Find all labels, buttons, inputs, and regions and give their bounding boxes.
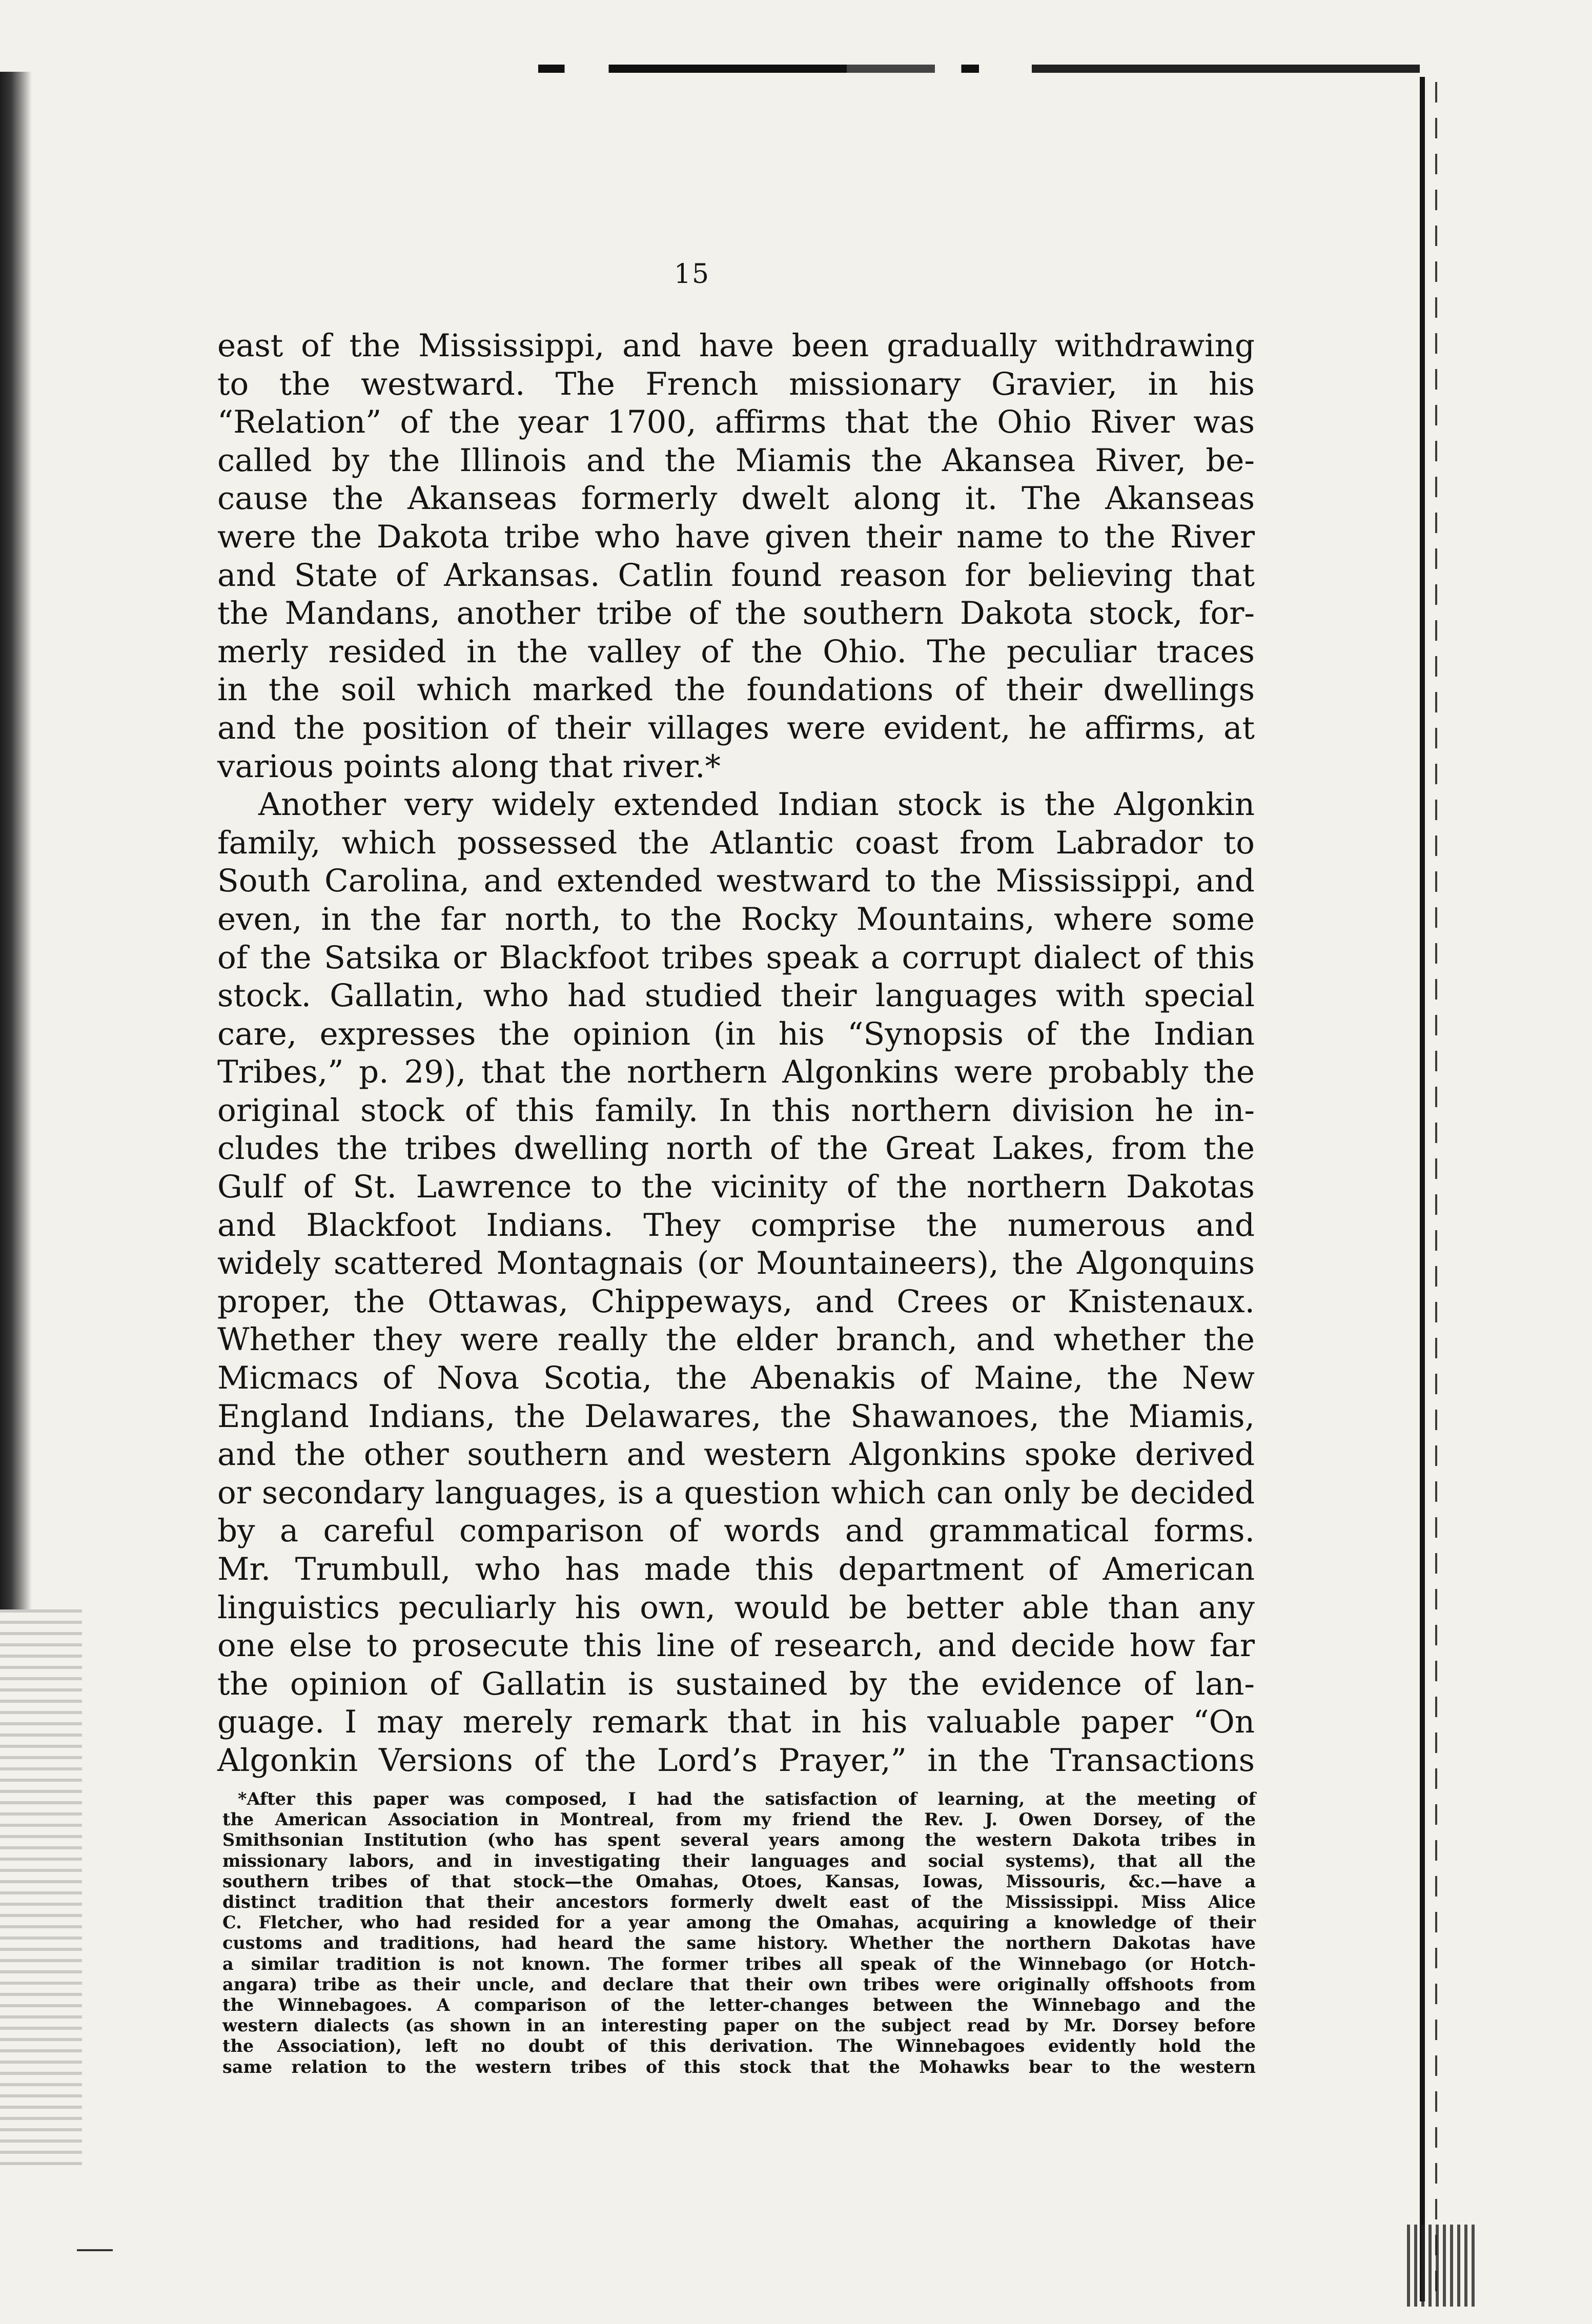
- body-line: various points along that river.*: [217, 748, 721, 785]
- body-line: merly resided in the valley of the Ohio. The peculiar traces: [217, 633, 1255, 670]
- body-line: cause the Akanseas formerly dwelt along it. The Akanseas: [217, 480, 1255, 517]
- footnote-line: the Association), left no doubt of this derivation. The Winnebagoes evidently hold the: [222, 2036, 1256, 2056]
- scan-right-edge-border: [1420, 77, 1425, 2301]
- footnote-line: distinct tradition that their ancestors formerly dwelt east of the Mississippi. Miss Alice: [222, 1892, 1256, 1912]
- scan-right-bottom-marks: [1407, 2225, 1479, 2307]
- footnote-block: [222, 1789, 1256, 2077]
- footnote-line: a similar tradition is not known. The former tribes all speak of the Winnebago (or Hotch-: [222, 1953, 1256, 1974]
- footnote-line: C. Fletcher, who had resided for a year among the Omahas, acquiring a knowledge of their: [222, 1912, 1256, 1933]
- body-line: South Carolina, and extended westward to the Mississippi, and: [217, 863, 1255, 900]
- body-line: stock. Gallatin, who had studied their languages with special: [217, 977, 1255, 1014]
- body-line: and the position of their villages were evident, he affirms, at: [217, 709, 1255, 746]
- body-line: original stock of this family. In this northern division he in-: [217, 1092, 1255, 1129]
- footnote-line: missionary labors, and in investigating their languages and social systems), that all the: [222, 1850, 1256, 1871]
- body-line: or secondary languages, is a question which can only be decided: [217, 1474, 1255, 1511]
- page-number: 15: [673, 259, 710, 290]
- body-line: family, which possessed the Atlantic coast from Labrador to: [217, 824, 1255, 861]
- body-line: of the Satsika or Blackfoot tribes speak a corrupt dialect of this: [217, 939, 1255, 976]
- scan-top-rule: [538, 65, 1420, 73]
- footnote-line: same relation to the western tribes of this stock that the Mohawks bear to the western: [222, 2056, 1256, 2077]
- body-line: by a careful comparison of words and grammatical forms.: [217, 1513, 1255, 1550]
- body-line: England Indians, the Delawares, the Shawanoes, the Miamis,: [217, 1398, 1255, 1435]
- body-line: cludes the tribes dwelling north of the Great Lakes, from the: [217, 1130, 1255, 1167]
- body-line: Tribes,” p. 29), that the northern Algonkins were probably the: [217, 1054, 1255, 1091]
- body-line: one else to prosecute this line of research, and decide how far: [217, 1627, 1255, 1664]
- body-line: and the other southern and western Algonkins spoke derived: [217, 1436, 1255, 1473]
- body-line: linguistics peculiarly his own, would be better able than any: [217, 1589, 1255, 1626]
- body-line: the opinion of Gallatin is sustained by the evidence of lan-: [217, 1665, 1255, 1702]
- body-line: “Relation” of the year 1700, affirms that the Ohio River was: [217, 404, 1255, 441]
- footnote-line: angara) tribe as their uncle, and declare that their own tribes were originally offshoots from: [222, 1974, 1256, 1994]
- body-line: Algonkin Versions of the Lord’s Prayer,” in the Transactions: [217, 1742, 1255, 1779]
- body-line: Micmacs of Nova Scotia, the Abenakis of Maine, the New: [217, 1360, 1255, 1397]
- footnote-line: southern tribes of that stock—the Omahas, Otoes, Kansas, Iowas, Missouris, &c.—have a: [222, 1871, 1256, 1891]
- footnote-line: customs and traditions, had heard the same history. Whether the northern Dakotas have: [222, 1933, 1256, 1953]
- body-line: Gulf of St. Lawrence to the vicinity of the northern Dakotas: [217, 1169, 1255, 1206]
- body-line: Another very widely extended Indian stock is the Algonkin: [258, 786, 1255, 823]
- footnote-line: Smithsonian Institution (who has spent several years among the western Dakota tribes in: [222, 1830, 1256, 1850]
- scan-left-edge-shadow: [0, 72, 32, 1609]
- body-line: Mr. Trumbull, who has made this department of American: [217, 1551, 1255, 1587]
- scan-bottom-dash: [77, 2249, 113, 2251]
- body-line: Whether they were really the elder branch, and whether the: [217, 1321, 1255, 1358]
- footnote-line: the Winnebagoes. A comparison of the letter-changes between the Winnebago and the: [222, 1995, 1256, 2015]
- body-line: the Mandans, another tribe of the southern Dakota stock, for-: [217, 595, 1255, 632]
- body-line: widely scattered Montagnais (or Mountaineers), the Algonquins: [217, 1245, 1255, 1282]
- body-line: and Blackfoot Indians. They comprise the numerous and: [217, 1207, 1255, 1243]
- footnote-line: *After this paper was composed, I had the satisfaction of learning, at the meeting of: [238, 1789, 1256, 1809]
- body-line: care, expresses the opinion (in his “Synopsis of the Indian: [217, 1015, 1255, 1052]
- body-text: [217, 327, 1255, 1780]
- body-line: proper, the Ottawas, Chippeways, and Crees or Knistenaux.: [217, 1283, 1255, 1320]
- body-line: in the soil which marked the foundations of their dwellings: [217, 671, 1255, 708]
- footnote-line: western dialects (as shown in an interesting paper on the subject read by Mr. Dorsey before: [222, 2015, 1256, 2036]
- body-line: called by the Illinois and the Miamis the Akansea River, be-: [217, 442, 1255, 479]
- scan-right-edge-line: [1435, 82, 1437, 2296]
- body-line: and State of Arkansas. Catlin found reason for believing that: [217, 557, 1255, 594]
- body-line: even, in the far north, to the Rocky Mountains, where some: [217, 901, 1255, 937]
- body-line: to the westward. The French missionary Gravier, in his: [217, 365, 1255, 402]
- scan-left-edge-specks: [0, 1609, 82, 2173]
- body-line: were the Dakota tribe who have given their name to the River: [217, 518, 1255, 555]
- footnote-line: the American Association in Montreal, from my friend the Rev. J. Owen Dorsey, of the: [222, 1809, 1256, 1830]
- body-line: east of the Mississippi, and have been gradually withdrawing: [217, 328, 1255, 364]
- body-line: guage. I may merely remark that in his valuable paper “On: [217, 1704, 1255, 1741]
